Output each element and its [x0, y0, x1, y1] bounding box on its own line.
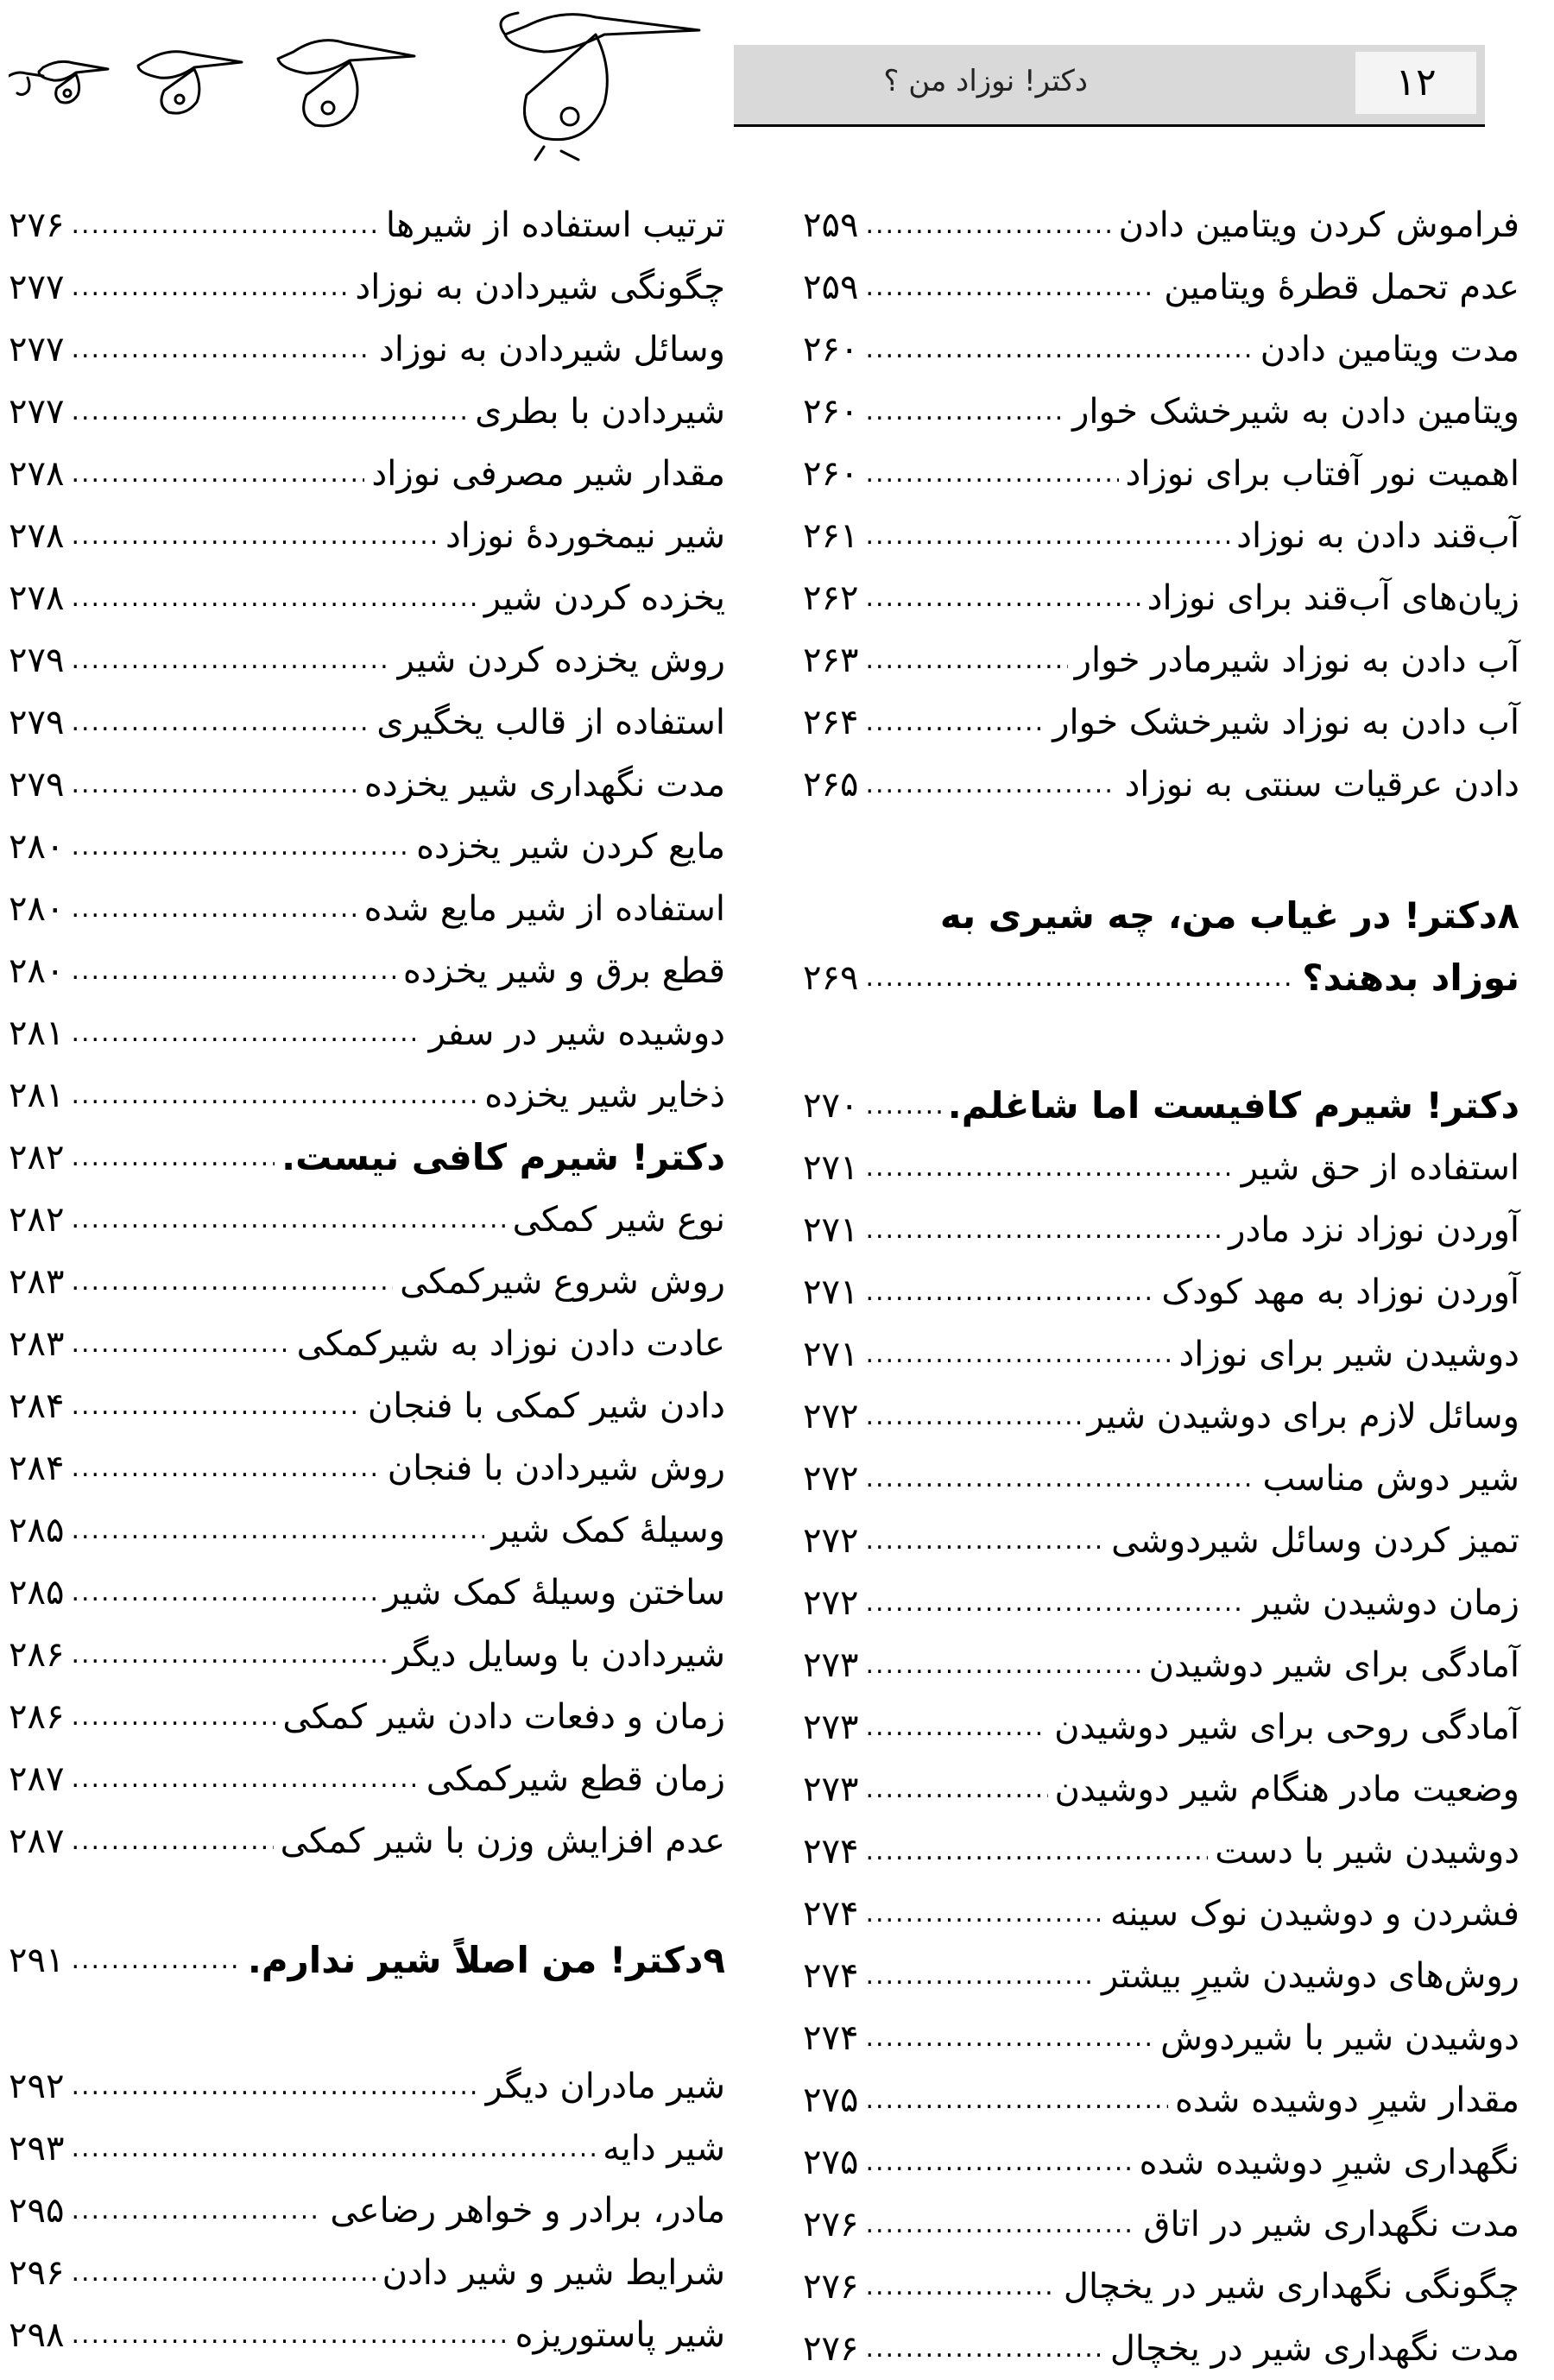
toc-title: نوع شیر کمکی: [512, 1200, 725, 1240]
toc-page: ۲۷۷: [9, 392, 65, 432]
toc-title: دادن شیر کمکی با فنجان: [367, 1386, 725, 1426]
leader-dots: [865, 1261, 1154, 1323]
chapter-9-entry[interactable]: [9, 1929, 725, 1992]
toc-entry[interactable]: [9, 816, 725, 878]
toc-title: فشردن و دوشیدن نوک سینه: [1109, 1894, 1519, 1934]
leader-dots: [865, 2194, 1136, 2256]
toc-page: ۲۷۷: [9, 268, 65, 307]
leader-dots: [71, 1810, 273, 1872]
toc-title: روش‌های دوشیدن شیرِ بیشتر: [1102, 1956, 1519, 1996]
toc-entry[interactable]: [803, 691, 1519, 754]
toc-entry[interactable]: [9, 1562, 725, 1624]
toc-page: ۲۷۶: [803, 2329, 859, 2369]
chapter-8-title-line1[interactable]: ۸دکتر! در غیاب من، چه شیری به: [939, 894, 1519, 937]
toc-title: نگهداری شیرِ دوشیده شده: [1139, 2143, 1519, 2182]
toc-page: ۲۷۹: [9, 641, 65, 680]
toc-entry[interactable]: [9, 1437, 725, 1499]
leader-dots: [71, 1251, 393, 1313]
toc-entry[interactable]: [803, 754, 1519, 816]
toc-page: ۲۷۶: [9, 205, 65, 245]
leader-dots: [71, 1562, 376, 1624]
toc-page: ۲۷۴: [803, 1956, 859, 1996]
toc-page: ۲۷۷: [9, 330, 65, 369]
toc-title: استفاده از حق شیر: [1241, 1148, 1519, 1188]
toc-page: ۲۶۹: [803, 958, 859, 998]
toc-page: ۲۸۰: [9, 889, 65, 929]
toc-title: شرایط شیر و شیر دادن: [382, 2253, 725, 2293]
toc-page: ۲۷۱: [803, 1335, 859, 1374]
toc-page: ۲۷۶: [803, 2205, 859, 2244]
toc-entry[interactable]: [9, 505, 725, 567]
leader-dots: [71, 1127, 275, 1189]
leader-dots: [71, 1499, 484, 1562]
chapter-not-enough-entry[interactable]: [9, 1127, 725, 1189]
toc-page: ۲۸۰: [9, 951, 65, 991]
leader-dots: [865, 1510, 1104, 1572]
toc-page: ۲۹۵: [9, 2191, 65, 2231]
toc-entry[interactable]: [803, 2007, 1519, 2069]
toc-entry[interactable]: [9, 381, 725, 443]
toc-title: آمادگی روحی برای شیر دوشیدن: [1054, 1708, 1519, 1747]
toc-entry[interactable]: [9, 1810, 725, 1872]
toc-title: وسائل شیردادن به نوزاد: [379, 330, 725, 369]
page-number: ۱۲: [1395, 60, 1437, 104]
running-title: دکتر! نوزاد من ؟: [883, 64, 1088, 98]
toc-page: ۲۸۵: [9, 1511, 65, 1550]
toc-entry[interactable]: [803, 1883, 1519, 1945]
toc-page: ۲۹۳: [9, 2129, 65, 2169]
toc-entry[interactable]: [9, 691, 725, 754]
toc-title: زمان دوشیدن شیر: [1253, 1583, 1519, 1623]
leader-dots: [865, 1386, 1080, 1448]
toc-title: آمادگی برای شیر دوشیدن: [1148, 1645, 1519, 1685]
leader-dots: [865, 1634, 1141, 1696]
toc-title: شیردادن با بطری: [475, 392, 725, 432]
leader-dots: [71, 1002, 421, 1064]
chapter-title: دکتر! شیرم کافی نیست.: [281, 1136, 725, 1178]
leader-dots: [71, 194, 378, 256]
toc-title: عادت دادن نوزاد به شیرکمکی: [296, 1324, 725, 1364]
toc-page: ۲۸۶: [9, 1697, 65, 1737]
toc-title: آب‌قند دادن به نوزاد: [1236, 516, 1519, 556]
toc-entry[interactable]: [803, 1386, 1519, 1448]
toc-entry[interactable]: [9, 878, 725, 940]
toc-title: یخزده کردن شیر: [483, 578, 725, 618]
toc-page: ۲۷۳: [803, 1645, 859, 1685]
toc-entry[interactable]: [803, 2318, 1519, 2380]
toc-entry[interactable]: [803, 319, 1519, 381]
toc-title: تمیز کردن وسائل شیردوشی: [1111, 1521, 1519, 1561]
toc-entry[interactable]: [9, 2118, 725, 2180]
toc-title: روش یخزده کردن شیر: [397, 641, 725, 680]
toc-page: ۲۷۳: [803, 1770, 859, 1809]
toc-entry[interactable]: [9, 1002, 725, 1064]
leader-dots: [865, 1199, 1222, 1261]
toc-title: آب دادن به نوزاد شیرخشک خوار: [1052, 703, 1519, 742]
leader-dots: [71, 381, 468, 443]
leader-dots: [71, 1313, 289, 1375]
leader-dots: [71, 567, 477, 629]
toc-entry[interactable]: [803, 1448, 1519, 1510]
toc-title: شیر پاستوریزه: [515, 2315, 725, 2355]
leader-dots: [71, 2055, 478, 2118]
toc-page: ۲۷۹: [9, 703, 65, 742]
toc-page: ۲۸۳: [9, 1324, 65, 1364]
leader-dots: [865, 1758, 1047, 1821]
toc-entry[interactable]: [9, 443, 725, 505]
toc-title: وسائل لازم برای دوشیدن شیر: [1087, 1397, 1519, 1436]
chapter-8-title-line2: نوزاد بدهند؟: [1302, 956, 1519, 999]
toc-entry[interactable]: [9, 754, 725, 816]
toc-page: ۲۷۱: [803, 1210, 859, 1250]
leader-dots: [71, 940, 395, 1002]
toc-title: مدت ویتامین دادن: [1260, 330, 1519, 369]
toc-title: روش شروع شیرکمکی: [400, 1262, 725, 1302]
leader-dots: [71, 2180, 323, 2242]
leader-dots: [865, 443, 1118, 505]
toc-title: زمان و دفعات دادن شیر کمکی: [282, 1697, 725, 1737]
storks-illustration: [9, 0, 717, 164]
toc-page: ۲۷۱: [803, 1272, 859, 1312]
toc-title: استفاده از قالب یخگیری: [376, 703, 725, 742]
toc-entry[interactable]: [9, 1251, 725, 1313]
toc-entry[interactable]: [9, 2055, 725, 2118]
leader-dots: [71, 1929, 240, 1992]
leader-dots: [865, 1696, 1047, 1758]
leader-dots: [71, 754, 357, 816]
toc-title: عدم تحمل قطرهٔ ویتامین: [1164, 268, 1519, 307]
toc-page: ۲۶۰: [803, 454, 859, 494]
toc-entry[interactable]: [9, 2180, 725, 2242]
leader-dots: [865, 2007, 1153, 2069]
toc-entry[interactable]: [803, 505, 1519, 567]
toc-entry[interactable]: [9, 1499, 725, 1562]
leader-dots: [71, 1375, 360, 1437]
toc-page: ۲۶۰: [803, 392, 859, 432]
toc-page: ۲۶۰: [803, 330, 859, 369]
toc-title: زیان‌های آب‌قند برای نوزاد: [1147, 578, 1519, 618]
toc-page: ۲۷۲: [803, 1521, 859, 1561]
leader-dots: [865, 691, 1045, 754]
leader-dots: [865, 1945, 1095, 2007]
toc-page: ۲۶۵: [803, 765, 859, 805]
toc-page: ۲۸۷: [9, 1759, 65, 1799]
leader-dots: [71, 256, 348, 319]
leader-dots: [71, 1686, 275, 1748]
toc-entry[interactable]: [9, 940, 725, 1002]
toc-entry[interactable]: [803, 194, 1519, 256]
toc-entry[interactable]: [803, 1137, 1519, 1199]
leader-dots: [865, 1448, 1255, 1510]
toc-page: ۲۸۰: [9, 827, 65, 867]
toc-entry[interactable]: [803, 629, 1519, 691]
toc-title: دوشیدن شیر برای نوزاد: [1178, 1335, 1519, 1374]
toc-page: ۲۷۳: [803, 1708, 859, 1747]
toc-page: ۲۸۶: [9, 1635, 65, 1675]
chapter-working-mother-entry[interactable]: [803, 1075, 1519, 1137]
toc-page: ۲۸۳: [9, 1262, 65, 1302]
toc-entry[interactable]: [803, 2131, 1519, 2194]
toc-title: وضعیت مادر هنگام شیر دوشیدن: [1054, 1770, 1519, 1809]
toc-page: ۲۹۶: [9, 2253, 65, 2293]
toc-entry[interactable]: [9, 629, 725, 691]
toc-entry[interactable]: [803, 1634, 1519, 1696]
toc-title: شیر نیمخوردهٔ نوزاد: [445, 516, 725, 556]
leader-dots: [71, 878, 357, 940]
leader-dots: [865, 505, 1229, 567]
toc-title: زمان قطع شیرکمکی: [426, 1759, 725, 1799]
leader-dots: [865, 194, 1111, 256]
toc-entry[interactable]: [803, 1261, 1519, 1323]
toc-entry[interactable]: [9, 2304, 725, 2366]
toc-entry[interactable]: [9, 1313, 725, 1375]
leader-dots: [865, 1883, 1103, 1945]
toc-entry[interactable]: [803, 2194, 1519, 2256]
toc-title: شیردادن با وسایل دیگر: [393, 1635, 725, 1675]
leader-dots: [71, 1437, 380, 1499]
toc-title: آب دادن به نوزاد شیرمادر خوار: [1074, 641, 1519, 680]
toc-entry[interactable]: [9, 1748, 725, 1810]
leader-dots: [71, 691, 370, 754]
toc-page: ۲۷۲: [803, 1459, 859, 1499]
leader-dots: [71, 1064, 477, 1127]
toc-title: استفاده از شیر مایع شده: [363, 889, 725, 929]
toc-page: ۲۷۴: [803, 2018, 859, 2058]
toc-page: ۲۵۹: [803, 268, 859, 307]
toc-title: مادر، برادر و خواهر رضاعی: [330, 2191, 725, 2231]
toc-entry[interactable]: [9, 567, 725, 629]
toc-page: ۲۹۲: [9, 2067, 65, 2106]
toc-entry[interactable]: [9, 2242, 725, 2304]
leader-dots: [865, 754, 1117, 816]
toc-page: ۲۷۸: [9, 454, 65, 494]
chapter-title: دکتر! شیرم کافیست اما شاغلم.: [947, 1084, 1519, 1127]
toc-entry[interactable]: [9, 1064, 725, 1127]
toc-title: آوردن نوزاد نزد مادر: [1229, 1210, 1519, 1250]
leader-dots: [71, 443, 364, 505]
toc-title: روش شیردادن با فنجان: [387, 1449, 725, 1488]
toc-page: ۲۷۴: [803, 1894, 859, 1934]
toc-entry[interactable]: [9, 194, 725, 256]
toc-entry[interactable]: [803, 2256, 1519, 2318]
toc-title: ساختن وسیلهٔ کمک شیر: [382, 1573, 725, 1613]
leader-dots: [71, 816, 409, 878]
leader-dots: [71, 2242, 375, 2304]
toc-title: اهمیت نور آفتاب برای نوزاد: [1125, 454, 1519, 494]
toc-title: مدت نگهداری شیر یخزده: [363, 765, 725, 805]
chapter-8-entry[interactable]: [803, 947, 1519, 1009]
toc-page: ۲۸۲: [9, 1138, 65, 1177]
toc-title: شیر دایه: [603, 2129, 725, 2169]
toc-title: ذخایر شیر یخزده: [484, 1076, 725, 1115]
toc-title: شیر دوش مناسب: [1262, 1459, 1519, 1499]
toc-page: ۲۷۵: [803, 2080, 859, 2120]
toc-entry[interactable]: [9, 1686, 725, 1748]
toc-title: دوشیدن شیر با شیردوش: [1160, 2018, 1519, 2058]
toc-entry[interactable]: [803, 1696, 1519, 1758]
leader-dots: [865, 1137, 1234, 1199]
leader-dots: [865, 381, 1065, 443]
toc-entry[interactable]: [803, 1510, 1519, 1572]
leader-dots: [865, 2131, 1132, 2194]
leader-dots: [865, 2318, 1102, 2380]
toc-title: دادن عرقیات سنتی به نوزاد: [1124, 765, 1519, 805]
leader-dots: [71, 629, 390, 691]
toc-entry[interactable]: [803, 1945, 1519, 2007]
toc-page: ۲۷۸: [9, 516, 65, 556]
toc-title: ترتیب استفاده از شیرها: [385, 205, 725, 245]
toc-title: چگونگی شیردادن به نوزاد: [355, 268, 725, 307]
leader-dots: [71, 1748, 419, 1810]
toc-title: مدت نگهداری شیر در یخچال: [1109, 2329, 1519, 2369]
toc-entry[interactable]: [9, 1624, 725, 1686]
toc-page: ۲۷۰: [803, 1086, 859, 1126]
toc-title: مدت نگهداری شیر در اتاق: [1143, 2205, 1519, 2244]
leader-dots: [71, 1624, 386, 1686]
leader-dots: [71, 2118, 596, 2180]
leader-dots: [71, 1189, 505, 1251]
toc-page: ۲۶۳: [803, 641, 859, 680]
leader-dots: [71, 505, 439, 567]
toc-title: آوردن نوزاد به مهد کودک: [1161, 1272, 1519, 1312]
toc-page: ۲۹۱: [9, 1941, 65, 1980]
toc-title: دوشیده شیر در سفر: [428, 1013, 725, 1053]
toc-page: ۲۷۶: [803, 2267, 859, 2307]
toc-entry[interactable]: [803, 1758, 1519, 1821]
leader-dots: [865, 1323, 1172, 1386]
toc-page: ۲۹۸: [9, 2315, 65, 2355]
toc-entry[interactable]: [9, 1189, 725, 1251]
chapter-title: ۹دکتر! من اصلاً شیر ندارم.: [247, 1939, 725, 1981]
toc-page: ۲۸۷: [9, 1821, 65, 1861]
toc-title: وسیلهٔ کمک شیر: [491, 1511, 725, 1550]
toc-page: ۲۷۹: [9, 765, 65, 805]
toc-title: مقدار شیر مصرفی نوزاد: [371, 454, 725, 494]
toc-title: ویتامین دادن به شیرخشک خوار: [1072, 392, 1519, 432]
leader-dots: [865, 1075, 940, 1137]
toc-page: ۲۷۴: [803, 1832, 859, 1872]
toc-page: ۲۶۱: [803, 516, 859, 556]
toc-title: چگونگی نگهداری شیر در یخچال: [1063, 2267, 1519, 2307]
toc-entry[interactable]: [803, 443, 1519, 505]
toc-entry[interactable]: [803, 256, 1519, 319]
toc-entry[interactable]: [803, 2069, 1519, 2131]
toc-entry[interactable]: [9, 1375, 725, 1437]
toc-entry[interactable]: [803, 1199, 1519, 1261]
toc-page: ۲۷۱: [803, 1148, 859, 1188]
toc-entry[interactable]: [803, 567, 1519, 629]
toc-page: ۲۸۵: [9, 1573, 65, 1613]
toc-page: ۲۸۱: [9, 1013, 65, 1053]
leader-dots: [865, 947, 1295, 1009]
toc-title: مقدار شیرِ دوشیده شده: [1174, 2080, 1519, 2120]
toc-entry[interactable]: [803, 1323, 1519, 1386]
toc-title: دوشیدن شیر با دست: [1215, 1832, 1519, 1872]
toc-page: ۲۵۹: [803, 205, 859, 245]
toc-title: مایع کردن شیر یخزده: [416, 827, 725, 867]
toc-page: ۲۸۴: [9, 1449, 65, 1488]
toc-entry[interactable]: [9, 256, 725, 319]
toc-page: ۲۸۲: [9, 1200, 65, 1240]
leader-dots: [71, 2304, 508, 2366]
leader-dots: [865, 319, 1253, 381]
toc-page: ۲۸۱: [9, 1076, 65, 1115]
toc-entry[interactable]: [803, 381, 1519, 443]
toc-page: ۲۷۲: [803, 1583, 859, 1623]
toc-page: ۲۷۵: [803, 2143, 859, 2182]
toc-page: ۲۷۸: [9, 578, 65, 618]
leader-dots: [865, 2256, 1056, 2318]
leader-dots: [865, 567, 1140, 629]
toc-entry[interactable]: [803, 1572, 1519, 1634]
toc-entry[interactable]: [9, 319, 725, 381]
leader-dots: [71, 319, 372, 381]
toc-page: ۲۸۴: [9, 1386, 65, 1426]
toc-page: ۲۶۴: [803, 703, 859, 742]
toc-page: ۲۷۲: [803, 1397, 859, 1436]
leader-dots: [865, 256, 1157, 319]
leader-dots: [865, 629, 1067, 691]
toc-title: عدم افزایش وزن با شیر کمکی: [280, 1821, 725, 1861]
toc-title: قطع برق و شیر یخزده: [402, 951, 725, 991]
leader-dots: [865, 1821, 1208, 1883]
leader-dots: [865, 2069, 1168, 2131]
toc-page: ۲۶۲: [803, 578, 859, 618]
toc-title: فراموش کردن ویتامین دادن: [1118, 205, 1519, 245]
leader-dots: [865, 1572, 1246, 1634]
toc-title: شیر مادران دیگر: [485, 2067, 725, 2106]
toc-entry[interactable]: [803, 1821, 1519, 1883]
